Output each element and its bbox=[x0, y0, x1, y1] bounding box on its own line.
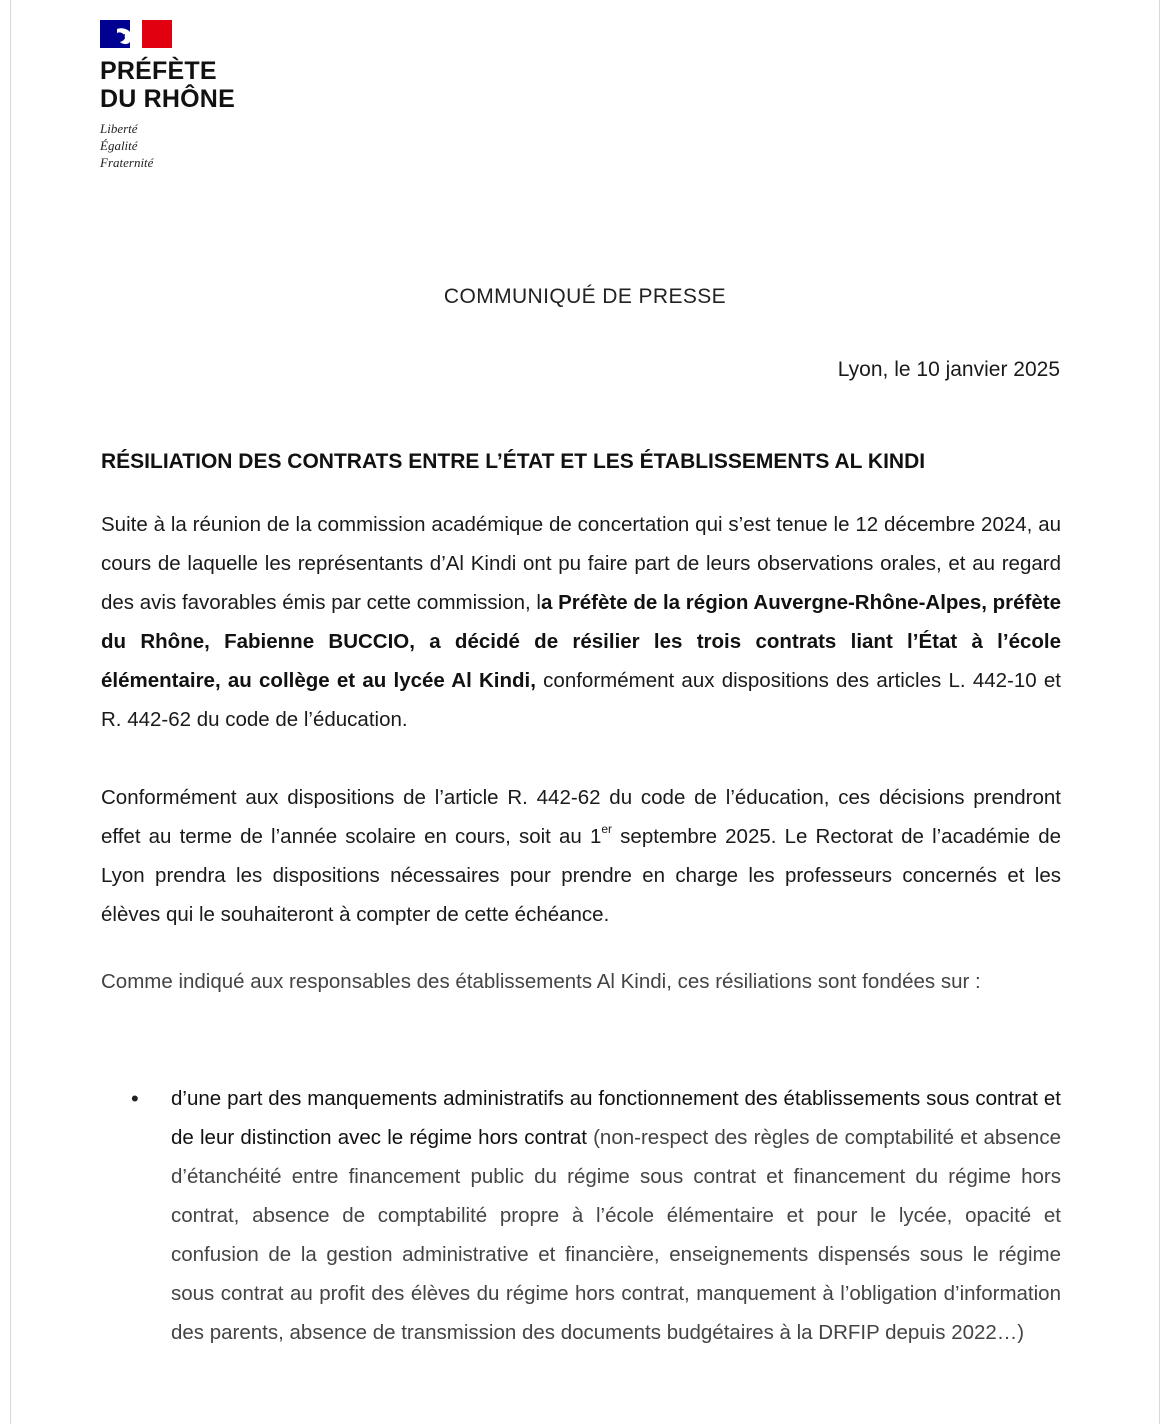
list-item-lead: d’une part des manquements administratifs au fonctionnement des établissements sous contrat et de leur distinction avec le régime hors contrat bbox=[171, 1087, 1061, 1149]
prefecture-name bbox=[100, 57, 235, 113]
brand-line-1: PRÉFÈTE bbox=[100, 57, 217, 85]
paragraph-effective-date bbox=[101, 778, 1061, 934]
brand-line-2: DU RHÔNE bbox=[100, 85, 235, 113]
paragraph-effective-date-start: Conformément aux dispositions de l’article R. 442-62 du code de l’éducation, ces décisions prendront effet au terme de l’année scolaire en cours, soit au 1 bbox=[101, 786, 1061, 848]
paragraph-effective-date-end: septembre 2025. Le Rectorat de l’académie de Lyon prendra les dispositions nécessaires pour prendre en charge les professeurs concernés et les élèves qui le souhaiteront à compter de cette échéance. bbox=[101, 825, 1062, 926]
prefecture-logo bbox=[100, 20, 235, 171]
paragraph-decision bbox=[101, 505, 1061, 739]
paragraph-decision-bold: a Préfète de la région Auvergne-Rhône-Alpes, préfète du Rhône, Fabienne BUCCIO, a décidé de résilier les trois contrats liant l’État à l’école élémentaire, au collège et au lycée Al Kindi, bbox=[101, 591, 1061, 692]
motto-fraternite: Fraternité bbox=[100, 155, 154, 170]
paragraph-decision-end: conformément aux dispositions des articles L. 442-10 et R. 442-62 du code de l’éducation. bbox=[101, 669, 1061, 731]
republic-motto bbox=[100, 120, 235, 171]
motto-liberte: Liberté bbox=[100, 121, 138, 136]
ordinal-superscript: er bbox=[601, 822, 613, 836]
paragraph-grounds-intro: Comme indiqué aux responsables des établissements Al Kindi, ces résiliations sont fondées sur : bbox=[101, 970, 981, 993]
list-item-details: (non-respect des règles de comptabilité et absence d’étanchéité entre financement public du régime sous contrat et financement du régime hors contrat, absence de comptabilité propre à l’école élémentaire et pour le lycée, opacité et confusion de la gestion administrative et financière, enseignements dispensés sous le régime sous contrat au profit des élèves du régime hors contrat, manquement à l’obligation d’information des parents, absence de transmission des documents budgétaires à la DRFIP depuis 2022…) bbox=[171, 1126, 1061, 1344]
dateline: Lyon, le 10 janvier 2025 bbox=[837, 358, 1060, 381]
motto-egalite: Égalité bbox=[100, 138, 138, 153]
document-type: COMMUNIQUÉ DE PRESSE bbox=[443, 285, 727, 308]
list-item-text bbox=[171, 1079, 1061, 1352]
press-release-title: RÉSILIATION DES CONTRATS ENTRE L’ÉTAT ET LES ÉTABLISSEMENTS AL KINDI bbox=[101, 450, 926, 473]
marianne-flag-icon bbox=[100, 20, 172, 48]
paragraph-decision-start: Suite à la réunion de la commission académique de concertation qui s’est tenue le 12 décembre 2024, au cours de laquelle les représentants d’Al Kindi ont pu faire part de leurs observations orales, et au regard des avis favorables émis par cette commission, l bbox=[101, 513, 1061, 614]
list-item bbox=[101, 1079, 1061, 1352]
bullet-icon: • bbox=[131, 1086, 139, 1111]
grounds-list bbox=[101, 1079, 1061, 1352]
